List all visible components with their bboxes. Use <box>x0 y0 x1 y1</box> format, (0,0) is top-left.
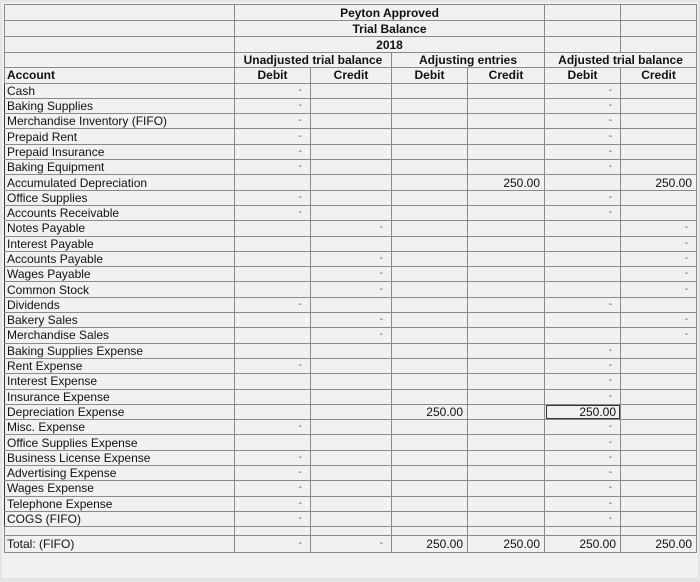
account-row <box>5 297 697 312</box>
account-name-cell[interactable]: Misc. Expense <box>5 420 235 435</box>
adjusting-debit-cell[interactable] <box>392 496 468 511</box>
cell[interactable] <box>5 527 235 536</box>
adjusting-credit-cell[interactable] <box>468 205 545 220</box>
account-name-cell[interactable]: Baking Supplies Expense <box>5 343 235 358</box>
adjusted-debit-cell[interactable] <box>545 328 621 343</box>
unadjusted-credit-cell[interactable] <box>311 160 392 175</box>
account-name-cell[interactable]: Prepaid Insurance <box>5 144 235 159</box>
unadjusted-debit-cell[interactable] <box>235 267 311 282</box>
account-row <box>5 496 697 511</box>
account-row <box>5 343 697 358</box>
unadjusted-credit-cell[interactable]: - <box>311 221 392 236</box>
unadjusted-debit-cell[interactable]: - <box>235 481 311 496</box>
total-unadjusted-credit-cell[interactable]: - <box>311 536 392 553</box>
total-label[interactable]: Total: (FIFO) <box>5 536 235 553</box>
cell[interactable] <box>235 527 311 536</box>
adjusted-debit-cell[interactable]: - <box>545 358 621 373</box>
account-row <box>5 221 697 236</box>
adjusting-credit-cell[interactable] <box>468 466 545 481</box>
unadjusted-credit-cell[interactable] <box>311 358 392 373</box>
unadjusted-debit-cell[interactable] <box>235 374 311 389</box>
unadjusted-debit-cell[interactable]: - <box>235 160 311 175</box>
adjusting-debit-cell[interactable] <box>392 511 468 526</box>
adjusted-debit-cell[interactable]: - <box>545 481 621 496</box>
adjusting-credit-cell[interactable] <box>468 236 545 251</box>
adjusted-credit-cell[interactable] <box>621 466 697 481</box>
unadjusted-debit-cell[interactable]: - <box>235 358 311 373</box>
adjusted-credit-cell[interactable]: 250.00 <box>621 175 697 190</box>
unadjusted-credit-cell[interactable] <box>311 511 392 526</box>
adjusting-credit-cell[interactable] <box>468 328 545 343</box>
adjusting-debit-header[interactable]: Debit <box>392 68 468 83</box>
cell[interactable] <box>545 37 621 53</box>
adjusting-debit-cell[interactable] <box>392 374 468 389</box>
adjusting-debit-cell[interactable] <box>392 144 468 159</box>
adjusted-credit-cell[interactable] <box>621 343 697 358</box>
adjusted-credit-cell[interactable] <box>621 83 697 98</box>
adjusting-debit-cell[interactable] <box>392 343 468 358</box>
company-name[interactable]: Peyton Approved <box>235 5 545 21</box>
adjusted-debit-cell[interactable]: 250.00 <box>545 404 621 419</box>
adjusted-debit-cell[interactable]: - <box>545 129 621 144</box>
unadjusted-debit-cell[interactable]: - <box>235 450 311 465</box>
adjusting-debit-cell[interactable] <box>392 221 468 236</box>
unadjusted-debit-cell[interactable]: - <box>235 144 311 159</box>
cell[interactable] <box>621 527 697 536</box>
adjusted-debit-cell[interactable]: - <box>545 297 621 312</box>
adjusting-credit-cell[interactable] <box>468 282 545 297</box>
unadjusted-debit-cell[interactable]: - <box>235 190 311 205</box>
adjusted-credit-cell[interactable]: - <box>621 236 697 251</box>
total-adjusting-credit-cell[interactable]: 250.00 <box>468 536 545 553</box>
adjusting-debit-cell[interactable]: 250.00 <box>392 404 468 419</box>
adjusting-credit-cell[interactable] <box>468 358 545 373</box>
unadjusted-debit-cell[interactable]: - <box>235 114 311 129</box>
total-row <box>5 536 697 553</box>
adjusted-debit-cell[interactable] <box>545 236 621 251</box>
adjusting-debit-cell[interactable] <box>392 282 468 297</box>
unadjusted-debit-cell[interactable]: - <box>235 466 311 481</box>
adjusting-credit-cell[interactable] <box>468 481 545 496</box>
adjusted-debit-cell[interactable]: - <box>545 205 621 220</box>
account-row <box>5 282 697 297</box>
total-adjusted-debit-cell[interactable]: 250.00 <box>545 536 621 553</box>
account-name-cell[interactable]: Office Supplies <box>5 190 235 205</box>
blank-row <box>5 527 697 536</box>
account-row <box>5 83 697 98</box>
unadjusted-credit-cell[interactable] <box>311 297 392 312</box>
adjusted-credit-cell[interactable] <box>621 129 697 144</box>
account-row <box>5 98 697 113</box>
adjusted-credit-cell[interactable] <box>621 114 697 129</box>
account-row <box>5 511 697 526</box>
unadjusted-credit-cell[interactable] <box>311 190 392 205</box>
adjusted-credit-cell[interactable] <box>621 358 697 373</box>
adjusting-credit-cell[interactable] <box>468 114 545 129</box>
total-unadjusted-debit-cell[interactable]: - <box>235 536 311 553</box>
adjusted-credit-cell[interactable]: - <box>621 313 697 328</box>
account-name-cell[interactable]: Merchandise Inventory (FIFO) <box>5 114 235 129</box>
unadjusted-credit-cell[interactable] <box>311 404 392 419</box>
unadjusted-credit-cell[interactable] <box>311 450 392 465</box>
adjusting-debit-cell[interactable] <box>392 114 468 129</box>
unadjusted-credit-cell[interactable] <box>311 236 392 251</box>
account-row <box>5 236 697 251</box>
adjusted-debit-cell[interactable] <box>545 251 621 266</box>
cell[interactable] <box>5 21 235 37</box>
unadjusted-credit-cell[interactable] <box>311 343 392 358</box>
adjusted-credit-cell[interactable] <box>621 420 697 435</box>
adjusted-credit-cell[interactable] <box>621 205 697 220</box>
adjusted-debit-cell[interactable]: - <box>545 496 621 511</box>
adjusting-debit-cell[interactable] <box>392 190 468 205</box>
adjusted-debit-cell[interactable] <box>545 221 621 236</box>
account-name-cell[interactable]: Depreciation Expense <box>5 404 235 419</box>
account-row <box>5 450 697 465</box>
adjusting-debit-cell[interactable] <box>392 267 468 282</box>
adjusting-credit-cell[interactable] <box>468 450 545 465</box>
adjusted-debit-cell[interactable]: - <box>545 374 621 389</box>
adjusting-debit-cell[interactable] <box>392 420 468 435</box>
adjusting-debit-cell[interactable] <box>392 389 468 404</box>
account-row <box>5 481 697 496</box>
unadjusted-debit-cell[interactable]: - <box>235 496 311 511</box>
account-name-cell[interactable]: Business License Expense <box>5 450 235 465</box>
account-row <box>5 144 697 159</box>
account-name-cell[interactable]: Telephone Expense <box>5 496 235 511</box>
adjusting-debit-cell[interactable] <box>392 251 468 266</box>
adjusting-debit-cell[interactable] <box>392 236 468 251</box>
unadjusted-credit-cell[interactable] <box>311 389 392 404</box>
account-name-cell[interactable]: Accumulated Depreciation <box>5 175 235 190</box>
account-row <box>5 435 697 450</box>
adjusted-credit-cell[interactable] <box>621 496 697 511</box>
adjusted-debit-cell[interactable]: - <box>545 511 621 526</box>
adjusting-credit-cell[interactable] <box>468 190 545 205</box>
adjusted-debit-cell[interactable]: - <box>545 160 621 175</box>
adjusted-credit-cell[interactable] <box>621 404 697 419</box>
adjusting-credit-cell[interactable]: 250.00 <box>468 175 545 190</box>
adjusted-group-header[interactable]: Adjusted trial balance <box>545 53 697 68</box>
account-name-cell[interactable]: Office Supplies Expense <box>5 435 235 450</box>
adjusted-debit-cell[interactable]: - <box>545 83 621 98</box>
unadjusted-debit-cell[interactable]: - <box>235 420 311 435</box>
unadjusted-debit-cell[interactable] <box>235 389 311 404</box>
unadjusted-debit-cell[interactable] <box>235 328 311 343</box>
adjusted-credit-cell[interactable]: - <box>621 282 697 297</box>
unadjusted-credit-cell[interactable] <box>311 435 392 450</box>
unadjusted-debit-cell[interactable]: - <box>235 129 311 144</box>
account-name-cell[interactable]: Advertising Expense <box>5 466 235 481</box>
account-name-cell[interactable]: Interest Payable <box>5 236 235 251</box>
adjusting-credit-cell[interactable] <box>468 389 545 404</box>
account-name-cell[interactable]: Accounts Receivable <box>5 205 235 220</box>
unadjusted-credit-cell[interactable] <box>311 496 392 511</box>
adjusting-debit-cell[interactable] <box>392 466 468 481</box>
account-row <box>5 466 697 481</box>
adjusted-debit-cell[interactable]: - <box>545 343 621 358</box>
adjusted-credit-cell[interactable] <box>621 389 697 404</box>
adjusted-debit-cell[interactable]: - <box>545 450 621 465</box>
account-row <box>5 114 697 129</box>
adjusted-credit-header[interactable]: Credit <box>621 68 697 83</box>
unadjusted-credit-cell[interactable]: - <box>311 282 392 297</box>
cell[interactable] <box>545 527 621 536</box>
unadjusted-credit-cell[interactable] <box>311 374 392 389</box>
account-row <box>5 420 697 435</box>
adjusted-credit-cell[interactable]: - <box>621 328 697 343</box>
unadjusted-credit-cell[interactable]: - <box>311 251 392 266</box>
unadjusted-credit-cell[interactable] <box>311 83 392 98</box>
adjusted-debit-cell[interactable] <box>545 282 621 297</box>
adjusting-credit-cell[interactable] <box>468 98 545 113</box>
unadjusted-debit-header[interactable]: Debit <box>235 68 311 83</box>
account-row <box>5 175 697 190</box>
account-name-cell[interactable]: Prepaid Rent <box>5 129 235 144</box>
account-row <box>5 129 697 144</box>
unadjusted-credit-cell[interactable] <box>311 98 392 113</box>
account-row <box>5 358 697 373</box>
adjusting-debit-cell[interactable] <box>392 83 468 98</box>
adjusting-credit-cell[interactable] <box>468 83 545 98</box>
unadjusted-debit-cell[interactable] <box>235 435 311 450</box>
adjusting-credit-cell[interactable] <box>468 221 545 236</box>
cell[interactable] <box>5 37 235 53</box>
adjusting-debit-cell[interactable] <box>392 328 468 343</box>
total-adjusting-debit-cell[interactable]: 250.00 <box>392 536 468 553</box>
account-name-cell[interactable]: COGS (FIFO) <box>5 511 235 526</box>
account-row <box>5 328 697 343</box>
adjusted-debit-cell[interactable]: - <box>545 420 621 435</box>
cell[interactable] <box>5 53 235 68</box>
adjusting-credit-cell[interactable] <box>468 404 545 419</box>
cell[interactable] <box>468 527 545 536</box>
adjusted-credit-cell[interactable] <box>621 297 697 312</box>
adjusted-credit-cell[interactable] <box>621 190 697 205</box>
adjusting-credit-cell[interactable] <box>468 511 545 526</box>
adjusting-credit-cell[interactable] <box>468 343 545 358</box>
unadjusted-debit-cell[interactable] <box>235 282 311 297</box>
adjusted-credit-cell[interactable] <box>621 374 697 389</box>
unadjusted-credit-cell[interactable]: - <box>311 328 392 343</box>
unadjusted-debit-cell[interactable] <box>235 221 311 236</box>
unadjusted-credit-cell[interactable] <box>311 144 392 159</box>
account-row <box>5 160 697 175</box>
adjusted-debit-cell[interactable]: - <box>545 114 621 129</box>
adjusted-credit-cell[interactable] <box>621 144 697 159</box>
adjusting-debit-cell[interactable] <box>392 435 468 450</box>
adjusting-group-header[interactable]: Adjusting entries <box>392 53 545 68</box>
adjusting-credit-cell[interactable] <box>468 435 545 450</box>
adjusted-debit-cell[interactable]: - <box>545 190 621 205</box>
unadjusted-group-header[interactable]: Unadjusted trial balance <box>235 53 392 68</box>
adjusting-debit-cell[interactable] <box>392 205 468 220</box>
account-name-cell[interactable]: Baking Supplies <box>5 98 235 113</box>
adjusting-debit-cell[interactable] <box>392 297 468 312</box>
unadjusted-debit-cell[interactable]: - <box>235 98 311 113</box>
account-name-cell[interactable]: Common Stock <box>5 282 235 297</box>
adjusted-debit-cell[interactable] <box>545 175 621 190</box>
adjusting-credit-cell[interactable] <box>468 129 545 144</box>
adjusting-debit-cell[interactable] <box>392 129 468 144</box>
adjusted-credit-cell[interactable]: - <box>621 221 697 236</box>
unadjusted-debit-cell[interactable] <box>235 343 311 358</box>
adjusted-credit-cell[interactable]: - <box>621 267 697 282</box>
account-name-cell[interactable]: Wages Payable <box>5 267 235 282</box>
statement-title[interactable]: Trial Balance <box>235 21 545 37</box>
account-row <box>5 404 697 419</box>
unadjusted-credit-cell[interactable] <box>311 175 392 190</box>
unadjusted-credit-cell[interactable]: - <box>311 267 392 282</box>
unadjusted-credit-cell[interactable] <box>311 114 392 129</box>
account-name-cell[interactable]: Wages Expense <box>5 481 235 496</box>
adjusting-credit-cell[interactable] <box>468 374 545 389</box>
account-column-header[interactable]: Account <box>5 68 235 83</box>
account-row <box>5 374 697 389</box>
account-name-cell[interactable]: Accounts Payable <box>5 251 235 266</box>
adjusted-debit-cell[interactable]: - <box>545 466 621 481</box>
adjusted-debit-cell[interactable] <box>545 267 621 282</box>
cell[interactable] <box>621 5 697 21</box>
adjusted-debit-cell[interactable]: - <box>545 98 621 113</box>
adjusting-debit-cell[interactable] <box>392 481 468 496</box>
adjusting-debit-cell[interactable] <box>392 358 468 373</box>
account-row <box>5 190 697 205</box>
adjusting-credit-cell[interactable] <box>468 267 545 282</box>
adjusted-debit-cell[interactable]: - <box>545 435 621 450</box>
cell[interactable] <box>311 527 392 536</box>
adjusted-debit-cell[interactable] <box>545 313 621 328</box>
unadjusted-credit-cell[interactable] <box>311 205 392 220</box>
cell[interactable] <box>545 5 621 21</box>
unadjusted-debit-cell[interactable]: - <box>235 205 311 220</box>
adjusted-debit-cell[interactable]: - <box>545 389 621 404</box>
unadjusted-credit-cell[interactable] <box>311 129 392 144</box>
unadjusted-debit-cell[interactable] <box>235 236 311 251</box>
unadjusted-credit-cell[interactable]: - <box>311 313 392 328</box>
unadjusted-credit-cell[interactable] <box>311 420 392 435</box>
account-name-cell[interactable]: Insurance Expense <box>5 389 235 404</box>
account-name-cell[interactable]: Interest Expense <box>5 374 235 389</box>
account-name-cell[interactable]: Cash <box>5 83 235 98</box>
account-row <box>5 251 697 266</box>
adjusting-credit-cell[interactable] <box>468 313 545 328</box>
unadjusted-credit-header[interactable]: Credit <box>311 68 392 83</box>
adjusted-credit-cell[interactable] <box>621 160 697 175</box>
adjusted-debit-header[interactable]: Debit <box>545 68 621 83</box>
account-row <box>5 205 697 220</box>
adjusting-credit-cell[interactable] <box>468 251 545 266</box>
adjusting-credit-cell[interactable] <box>468 420 545 435</box>
adjusting-credit-cell[interactable] <box>468 297 545 312</box>
account-row <box>5 389 697 404</box>
adjusting-debit-cell[interactable] <box>392 313 468 328</box>
adjusting-debit-cell[interactable] <box>392 175 468 190</box>
adjusted-credit-cell[interactable] <box>621 481 697 496</box>
adjusted-credit-cell[interactable]: - <box>621 251 697 266</box>
unadjusted-debit-cell[interactable] <box>235 251 311 266</box>
unadjusted-debit-cell[interactable]: - <box>235 297 311 312</box>
account-row <box>5 313 697 328</box>
cell[interactable] <box>5 5 235 21</box>
statement-year[interactable]: 2018 <box>235 37 545 53</box>
cell[interactable] <box>621 21 697 37</box>
trial-balance-table <box>4 4 697 553</box>
account-name-cell[interactable]: Bakery Sales <box>5 313 235 328</box>
adjusting-credit-cell[interactable] <box>468 496 545 511</box>
account-name-cell[interactable]: Dividends <box>5 297 235 312</box>
account-name-cell[interactable]: Baking Equipment <box>5 160 235 175</box>
adjusted-credit-cell[interactable] <box>621 435 697 450</box>
unadjusted-credit-cell[interactable] <box>311 466 392 481</box>
unadjusted-debit-cell[interactable] <box>235 175 311 190</box>
spreadsheet-sheet <box>2 2 698 578</box>
unadjusted-debit-cell[interactable] <box>235 313 311 328</box>
adjusted-debit-cell[interactable]: - <box>545 144 621 159</box>
unadjusted-debit-cell[interactable] <box>235 404 311 419</box>
adjusting-credit-cell[interactable] <box>468 160 545 175</box>
account-name-cell[interactable]: Notes Payable <box>5 221 235 236</box>
account-name-cell[interactable]: Merchandise Sales <box>5 328 235 343</box>
adjusting-credit-header[interactable]: Credit <box>468 68 545 83</box>
adjusted-credit-cell[interactable] <box>621 511 697 526</box>
cell[interactable] <box>392 527 468 536</box>
account-row <box>5 267 697 282</box>
adjusting-debit-cell[interactable] <box>392 450 468 465</box>
cell[interactable] <box>621 37 697 53</box>
adjusted-credit-cell[interactable] <box>621 98 697 113</box>
cell[interactable] <box>545 21 621 37</box>
adjusting-debit-cell[interactable] <box>392 160 468 175</box>
unadjusted-debit-cell[interactable]: - <box>235 511 311 526</box>
adjusting-credit-cell[interactable] <box>468 144 545 159</box>
account-name-cell[interactable]: Rent Expense <box>5 358 235 373</box>
adjusting-debit-cell[interactable] <box>392 98 468 113</box>
adjusted-credit-cell[interactable] <box>621 450 697 465</box>
unadjusted-credit-cell[interactable] <box>311 481 392 496</box>
total-adjusted-credit-cell[interactable]: 250.00 <box>621 536 697 553</box>
unadjusted-debit-cell[interactable]: - <box>235 83 311 98</box>
